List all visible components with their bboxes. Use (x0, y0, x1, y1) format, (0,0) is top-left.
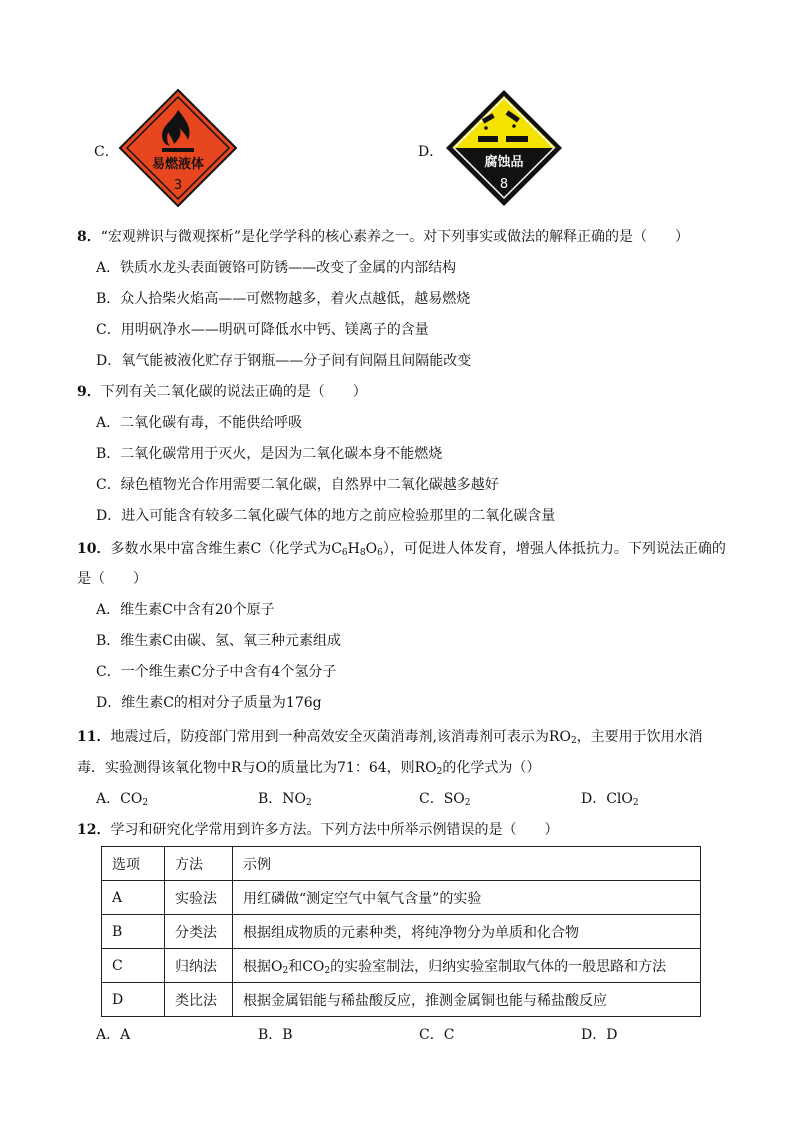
question-text: 毒．实验测得该氧化物中R与O的质量比为71：64，则RO (77, 760, 437, 776)
question-11-option-d (581, 789, 639, 809)
subscript: 2 (324, 965, 331, 976)
question-text: 下列有关二氧化碳的说法正确的是（ ） (100, 384, 367, 400)
question-12-option-b: B．B (258, 1027, 293, 1043)
table-cell: 根据金属铝能与稀盐酸反应，推测金属铜也能与稀盐酸反应 (233, 983, 701, 1017)
question-9-option-c: C．绿色植物光合作用需要二氧化碳，自然界中二氧化碳越多越好 (96, 477, 499, 493)
subscript: 2 (436, 767, 443, 777)
question-9-option-a: A．二氧化碳有毒，不能供给呼吸 (96, 415, 303, 431)
subscript: 2 (632, 798, 639, 808)
question-text: “宏观辨识与微观探析”是化学学科的核心素养之一。对下列事实或做法的解释正确的是（ ） (100, 229, 690, 245)
table-cell: 根据组成物质的元素种类，将纯净物分为单质和化合物 (233, 915, 701, 949)
table-row (102, 915, 701, 949)
subscript: 2 (282, 965, 289, 976)
table-header-cell: 选项 (102, 847, 165, 881)
flammable-sign-text: 易燃液体 (151, 157, 205, 172)
question-10-stem (77, 539, 726, 559)
corrosive-sign-text: 腐蚀品 (484, 155, 524, 170)
question-11-stem-line2 (77, 758, 540, 778)
question-10-option-d: D．维生素C的相对分子质量为176g (96, 695, 322, 711)
flammable-liquid-sign (118, 88, 238, 208)
table-row (102, 983, 701, 1017)
question-text: 多数水果中富含维生素C（化学式为C (110, 541, 342, 557)
question-8-option-d: D．氧气能被液化贮存于钢瓶——分子间有间隔且间隔能改变 (96, 353, 472, 369)
question-text: ，主要用于饮用水消 (576, 729, 703, 745)
question-number: 8． (77, 229, 101, 245)
question-8-stem (77, 227, 689, 247)
question-11-stem (77, 727, 703, 747)
question-text: 的化学式为（） (442, 760, 541, 776)
table-cell: 用红磷做“测定空气中氧气含量”的实验 (233, 881, 701, 915)
subscript: 2 (570, 736, 577, 746)
option-d-label: D． (418, 144, 444, 160)
subscript: 6 (341, 548, 348, 558)
question-number: 12． (77, 822, 111, 838)
table-cell: D (102, 983, 165, 1017)
question-11-option-a (96, 789, 148, 809)
formula-part: H (347, 541, 360, 557)
option-c-label: C． (94, 144, 119, 160)
question-number: 11． (77, 729, 111, 745)
table-cell: B (102, 915, 165, 949)
table-header-cell: 示例 (233, 847, 701, 881)
question-text: 地震过后，防疫部门常用到一种高效安全灭菌消毒剂,该消毒剂可表示为RO (110, 729, 571, 745)
corrosive-sign (444, 88, 564, 208)
table-cell: 分类法 (165, 915, 233, 949)
subscript: 2 (464, 798, 471, 808)
question-11-option-b (258, 789, 312, 809)
question-8-option-b: B．众人拾柴火焰高——可燃物越多，着火点越低，越易燃烧 (96, 291, 471, 307)
hazard-options-row (0, 88, 794, 208)
subscript: 2 (306, 798, 312, 808)
subscript: 2 (142, 798, 149, 808)
cell-text: 的实验室制法，归纳实验室制取气体的一般思路和方法 (330, 958, 667, 975)
table-row (102, 949, 701, 983)
question-number: 9． (77, 384, 101, 400)
corrosive-sign-number: 8 (499, 177, 509, 192)
table-cell: A (102, 881, 165, 915)
question-12-option-d: D．D (581, 1027, 618, 1043)
table-row (102, 881, 701, 915)
subscript: 8 (359, 548, 366, 558)
question-text: ），可促进人体发育，增强人体抵抗力。下列说法正确的 (382, 541, 726, 557)
option-text: C．SO (419, 791, 465, 807)
cell-text: 和CO (288, 958, 325, 975)
table-cell: C (102, 949, 165, 983)
option-text: D．ClO (581, 791, 633, 807)
table-cell: 归纳法 (165, 949, 233, 983)
table-header-row (102, 847, 701, 881)
question-9-option-d: D．进入可能含有较多二氧化碳气体的地方之前应检验那里的二氧化碳含量 (96, 508, 556, 524)
question-9-option-b: B．二氧化碳常用于灭火，是因为二氧化碳本身不能燃烧 (96, 446, 443, 462)
question-8-option-c: C．用明矾净水——明矾可降低水中钙、镁离子的含量 (96, 322, 429, 338)
cell-text: 根据O (243, 958, 283, 975)
formula-part: O (365, 541, 378, 557)
table-cell: 实验法 (165, 881, 233, 915)
question-text: 学习和研究化学常用到许多方法。下列方法中所举示例错误的是（ ） (110, 822, 559, 838)
question-8-option-a: A．铁质水龙头表面镀铬可防锈——改变了金属的内部结构 (96, 260, 457, 276)
table-header-cell: 方法 (165, 847, 233, 881)
question-10-option-a: A．维生素C中含有20个原子 (96, 602, 275, 618)
question-11-option-c (419, 789, 471, 809)
question-number: 10． (77, 541, 111, 557)
question-12-option-c: C．C (419, 1027, 455, 1043)
table-cell (233, 949, 701, 983)
question-12-stem (77, 820, 558, 840)
question-10-option-c: C．一个维生素C分子中含有4个氢分子 (96, 664, 337, 680)
question-10-option-b: B．维生素C由碳、氢、氧三种元素组成 (96, 633, 341, 649)
question-9-stem (77, 382, 367, 402)
flammable-sign-number: 3 (173, 178, 183, 193)
question-10-stem-line2: 是（ ） (77, 571, 147, 587)
methods-table (101, 846, 701, 1017)
subscript: 6 (377, 548, 383, 558)
question-12-option-a: A．A (96, 1027, 131, 1043)
option-text: A．CO (96, 791, 143, 807)
table-cell: 类比法 (165, 983, 233, 1017)
option-text: B．NO (258, 791, 307, 807)
